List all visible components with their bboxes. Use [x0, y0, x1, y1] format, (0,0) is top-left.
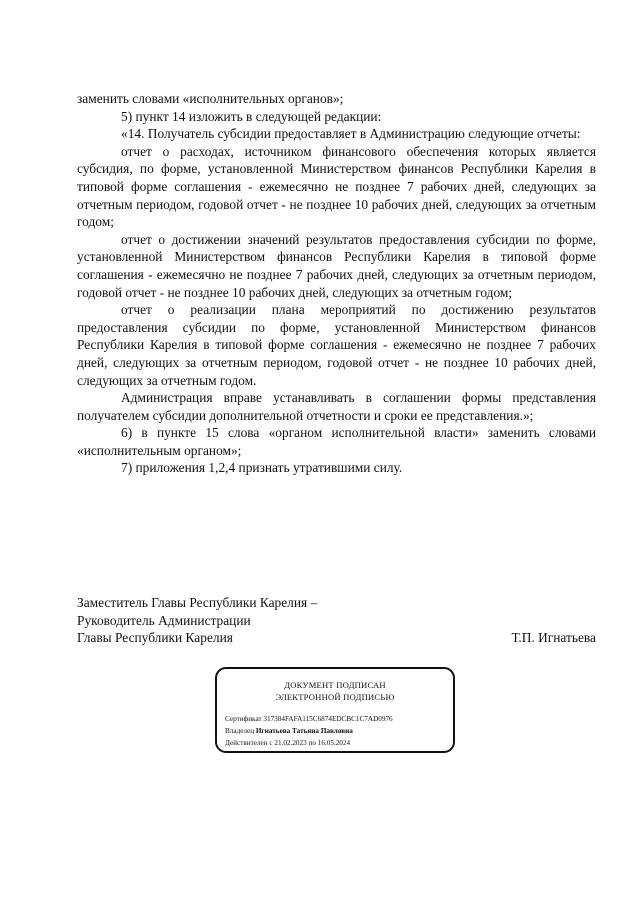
certificate-label: Сертификат	[225, 715, 262, 723]
stamp-validity	[225, 737, 453, 749]
owner-label: Владелец	[225, 727, 255, 735]
paragraph: 7) приложения 1,2,4 признать утратившими силу.	[121, 460, 403, 476]
certificate-value: 317384FAFA115C6874EDCBC1C7AD0976	[263, 715, 393, 723]
valid-to-label: по	[308, 739, 316, 747]
stamp-details	[217, 713, 453, 749]
valid-from: 21.02.2023	[274, 739, 307, 747]
valid-label: Действителен с	[225, 739, 273, 747]
signatory-row	[77, 629, 596, 647]
signatory-title-line: Главы Республики Карелия	[77, 630, 233, 646]
signatory-name: Т.П. Игнатьева	[511, 630, 596, 646]
signatory-title-line: Руководитель Администрации	[77, 612, 251, 628]
stamp-title-line: ДОКУМЕНТ ПОДПИСАН	[284, 680, 386, 690]
paragraph: отчет о расходах, источником финансового обеспечения которых является субсидия, по форме, установленной Министерством финансов Республики Карелия в типовой форме соглашения - ежемесячно не позднее 7 рабочих дней, следующих за отчетным периодом, годовой отчет - не позднее 10 рабочих дней, следующих за отчетным годом;	[77, 143, 596, 230]
e-signature-stamp	[215, 667, 455, 753]
owner-value: Игнатьева Татьяна Павловна	[255, 727, 353, 735]
paragraph: заменить словами «исполнительных органов»;	[77, 91, 344, 106]
signatory-title-line: Заместитель Главы Республики Карелия –	[77, 595, 318, 610]
paragraph: «14. Получатель субсидии предоставляет в Администрацию следующие отчеты:	[121, 126, 581, 142]
stamp-certificate	[225, 713, 453, 725]
document-body	[77, 90, 596, 477]
paragraph: 5) пункт 14 изложить в следующей редакции:	[121, 108, 382, 124]
stamp-owner	[225, 725, 453, 737]
signature-block	[77, 594, 596, 647]
paragraph: 6) в пункте 15 слова «органом исполнительной власти» заменить словами «исполнительным органом»;	[77, 425, 596, 458]
paragraph: отчет о реализации плана мероприятий по достижению результатов предоставления субсидии по форме, установленной Министерством финансов Республики Карелия в типовой форме соглашения - ежемесячно не позднее 7 рабочих дней, следующих за отчетным периодом, годовой отчет - не позднее 10 рабочих дней, следующих за отчетным годом.	[77, 302, 596, 388]
valid-to: 16.05.2024	[317, 739, 351, 747]
paragraph: отчет о достижении значений результатов предоставления субсидии по форме, установленной Министерством финансов Республики Карелия в типовой форме соглашения - ежемесячно не позднее 7 рабочих дней, следующих за отчетным периодом, годовой отчет - не позднее 10 рабочих дней, следующих за отчетным годом;	[77, 231, 596, 300]
stamp-title	[217, 680, 453, 703]
stamp-title-line: ЭЛЕКТРОННОЙ ПОДПИСЬЮ	[275, 691, 395, 702]
paragraph: Администрация вправе устанавливать в соглашении формы представления получателем субсидии дополнительной отчетности и сроки ее представления.»;	[77, 390, 596, 423]
